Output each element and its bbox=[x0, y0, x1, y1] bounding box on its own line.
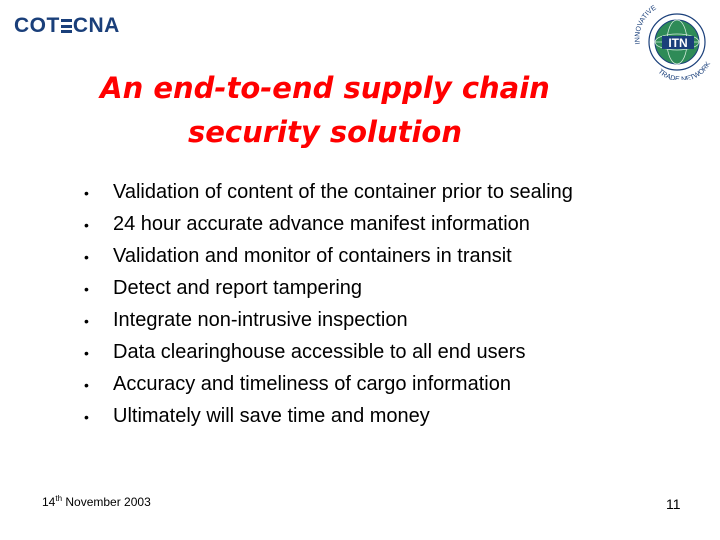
cotecna-logo-text-b: CNA bbox=[72, 14, 120, 37]
itn-ring-bottom-text: TRADE NETWORK bbox=[656, 60, 713, 80]
bullet-list bbox=[84, 176, 573, 432]
bullet-item bbox=[84, 304, 573, 336]
bullet-dot: • bbox=[84, 377, 89, 393]
bullet-dot: • bbox=[84, 185, 89, 201]
cotecna-logo-text-a: COT bbox=[14, 14, 60, 37]
footer-date-day: 14 bbox=[42, 495, 56, 509]
itn-logo-text: ITN bbox=[668, 36, 688, 50]
bullet-item bbox=[84, 240, 573, 272]
bullet-dot: • bbox=[84, 249, 89, 265]
itn-ring-top-text: INNOVATIVE bbox=[634, 4, 658, 45]
bullet-dot: • bbox=[84, 345, 89, 361]
bullet-dot: • bbox=[84, 281, 89, 297]
bullet-item bbox=[84, 176, 573, 208]
slide-title-line-1: An end-to-end supply chain bbox=[100, 71, 550, 105]
bullet-text: Data clearinghouse accessible to all end users bbox=[113, 341, 526, 363]
bullet-item bbox=[84, 336, 573, 368]
bullet-text: Integrate non-intrusive inspection bbox=[113, 309, 408, 331]
bullet-dot: • bbox=[84, 409, 89, 425]
footer-date-rest: November 2003 bbox=[62, 495, 151, 509]
bullet-text: Detect and report tampering bbox=[113, 277, 363, 299]
bullet-dot: • bbox=[84, 313, 89, 329]
bullet-item bbox=[84, 400, 573, 432]
footer-date bbox=[42, 494, 151, 509]
bullet-text: Accuracy and timeliness of cargo information bbox=[113, 373, 511, 395]
page-number: 11 bbox=[666, 496, 681, 512]
slide-title-line-2: security solution bbox=[187, 115, 462, 149]
bullet-item bbox=[84, 208, 573, 240]
bullet-item bbox=[84, 272, 573, 304]
bullet-item bbox=[84, 368, 573, 400]
bullet-text: 24 hour accurate advance manifest information bbox=[113, 213, 530, 235]
bullet-text: Validation of content of the container prior to sealing bbox=[113, 181, 573, 203]
bullet-dot: • bbox=[84, 217, 89, 233]
footer-date-suffix: th bbox=[55, 494, 63, 503]
cotecna-e-mark-icon bbox=[61, 19, 72, 33]
bullet-text: Validation and monitor of containers in transit bbox=[113, 245, 512, 267]
cotecna-logo bbox=[14, 14, 120, 38]
bullet-text: Ultimately will save time and money bbox=[113, 405, 430, 427]
slide-title bbox=[0, 66, 720, 154]
